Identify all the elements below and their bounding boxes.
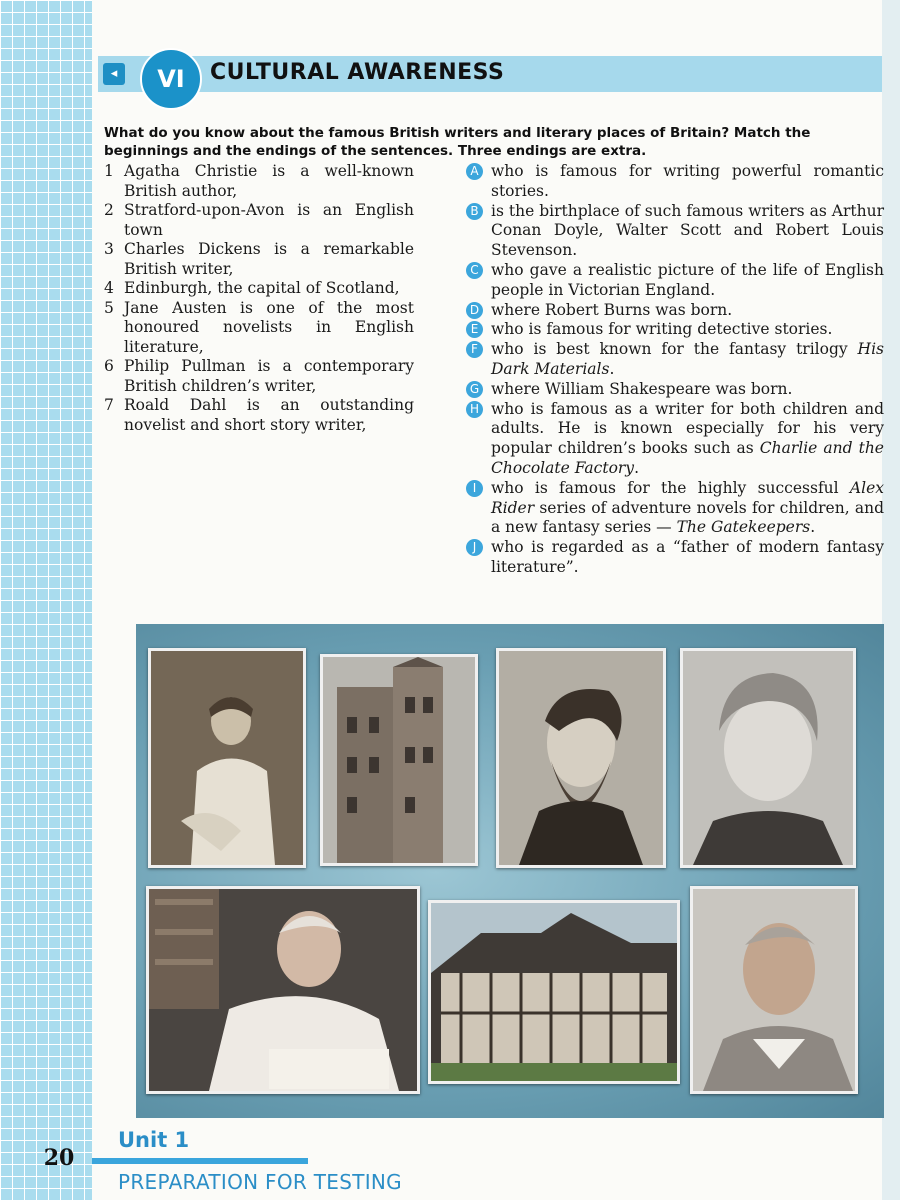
item-number: 4 (104, 279, 114, 297)
text-part: . (634, 458, 640, 477)
item-text: where William Shakespeare was born. (491, 379, 793, 398)
item-number: 6 (104, 357, 114, 375)
item-text: who gave a realistic picture of the life of English people in Victorian England. (491, 260, 884, 299)
list-item (466, 538, 884, 578)
text-part: who is best known for the fantasy trilogy (491, 340, 848, 359)
list-item (466, 162, 884, 202)
sentence-endings-list (466, 162, 884, 578)
house-photo (428, 900, 680, 1084)
item-letter-badge: G (466, 381, 483, 398)
item-letter-badge: I (466, 480, 483, 497)
item-letter-badge: C (466, 262, 483, 279)
audio-icon: ◂ (103, 63, 125, 85)
section-title: CULTURAL AWARENESS (210, 60, 505, 85)
book-title: The Gatekeepers (676, 518, 811, 537)
sentence-beginnings-list (104, 162, 414, 435)
portrait-photo (496, 648, 666, 868)
list-item (466, 261, 884, 301)
list-item (104, 162, 414, 201)
item-text: Philip Pullman is a contemporary British children’s writer, (124, 357, 414, 395)
item-text (491, 479, 884, 538)
list-item (104, 299, 414, 358)
list-item (466, 400, 884, 479)
list-item (466, 479, 884, 538)
book-title: Charlie and the Chocolate Factory (491, 439, 884, 477)
item-text: who is regarded as a “father of modern fantasy literature”. (491, 538, 884, 576)
item-letter-badge: F (466, 341, 483, 358)
list-item (104, 357, 414, 396)
item-text (491, 400, 884, 479)
book-title: Alex Rider (491, 478, 884, 517)
item-text: Roald Dahl is an outstanding novelist and short story writer, (124, 396, 414, 434)
item-letter-badge: B (466, 203, 483, 220)
item-text: who is famous for writing powerful romantic stories. (491, 162, 884, 200)
list-item (104, 201, 414, 240)
item-text: Edinburgh, the capital of Scotland, (124, 279, 400, 297)
list-item (466, 202, 884, 261)
item-text: who is famous for writing detective stories. (491, 320, 833, 339)
item-letter-badge: A (466, 163, 483, 180)
item-text: Charles Dickens is a remarkable British writer, (124, 240, 414, 278)
item-letter-badge: D (466, 302, 483, 319)
item-letter-badge: E (466, 321, 483, 338)
text-part: . (609, 359, 615, 378)
item-text: is the birthplace of such famous writers as Arthur Conan Doyle, Walter Scott and Robert Louis Stevenson. (491, 201, 884, 260)
list-item (466, 340, 884, 380)
item-number: 2 (104, 201, 114, 219)
list-item (466, 301, 884, 321)
footer-divider (92, 1158, 308, 1164)
book-title: His Dark Materials (491, 340, 884, 378)
item-letter-badge: H (466, 401, 483, 418)
building-photo (320, 654, 478, 866)
item-number: 5 (104, 298, 114, 317)
text-part: . (810, 518, 816, 537)
task-instructions: What do you know about the famous British writers and literary places of Britain? Match the beginnings and the endings of the sentences. Three endings are extra. (104, 125, 811, 159)
item-letter-badge: J (466, 539, 483, 556)
decorative-grid-margin (0, 0, 92, 1200)
text-part: series of adventure novels for children, and a new fantasy series — (491, 498, 884, 537)
writer-photo (146, 886, 420, 1094)
item-text (491, 340, 884, 380)
right-margin (882, 0, 900, 1200)
unit-label: Unit 1 (118, 1128, 190, 1152)
item-number: 7 (104, 396, 114, 414)
portrait-photo (690, 886, 858, 1094)
list-item (466, 320, 884, 340)
item-text: Stratford-upon-Avon is an English town (124, 201, 414, 239)
list-item (104, 396, 414, 435)
footer-title: PREPARATION FOR TESTING (118, 1170, 402, 1194)
list-item (104, 240, 414, 279)
item-text: where Robert Burns was born. (491, 300, 733, 319)
item-number: 3 (104, 240, 114, 258)
item-number: 1 (104, 162, 114, 180)
text-part: who is famous as a writer for both children and adults. He is known especially for his very popular children’s books such as (491, 399, 884, 458)
item-text: Agatha Christie is a well-known British author, (124, 162, 414, 200)
portrait-photo (148, 648, 306, 868)
section-number-badge: VI (140, 48, 202, 110)
text-part: who is famous for the highly successful (491, 478, 839, 497)
page-number: 20 (43, 1145, 75, 1171)
list-item (466, 380, 884, 400)
list-item (104, 279, 414, 299)
photo-collage (136, 624, 884, 1118)
item-text: Jane Austen is one of the most honoured novelists in English literature, (124, 298, 414, 356)
portrait-photo (680, 648, 856, 868)
